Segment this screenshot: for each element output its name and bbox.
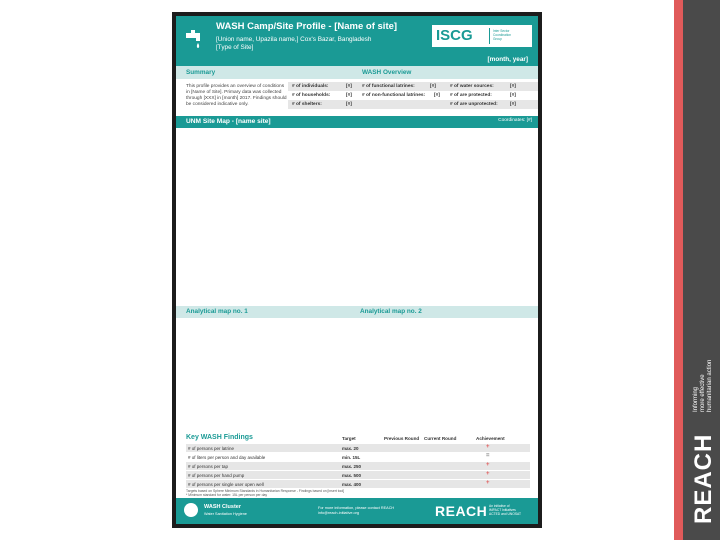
reach-footer-sub: An initiative of IMPACT Initiatives ACTED and UNOSAT: [489, 504, 521, 516]
site-map-band: [176, 116, 538, 128]
nonfunctional-latrines-value: [#]: [434, 93, 440, 98]
stat-individuals-label: # of individuals:: [292, 84, 329, 89]
water-sources-value: [#]: [510, 84, 516, 89]
table-row: # of persons per tap max. 250 +: [186, 462, 530, 470]
stat-shelters-value: [#]: [346, 102, 352, 107]
contact-email[interactable]: info@reach-initiative.org: [318, 511, 359, 515]
stat-households-value: [#]: [346, 93, 352, 98]
reach-footer-logo: REACH: [435, 503, 488, 519]
reach-side-logo: REACH: [690, 433, 717, 524]
table-row: # of liters per person and day available min. 15L =: [188, 453, 490, 460]
wash-cluster-name: WASH Cluster: [204, 504, 241, 510]
contact-info: For more information, please contact REACH info@reach-initiative.org: [318, 506, 395, 515]
stat-shelters-label: # of shelters:: [292, 102, 322, 107]
analytical-map-area: [176, 318, 538, 430]
page-header: [176, 16, 538, 66]
functional-latrines-value: [#]: [430, 84, 436, 89]
col-target: Target: [342, 436, 356, 441]
table-footnote: * Minimum standard for water: 15L per person per day: [186, 493, 268, 497]
achievement-mark: +: [486, 480, 490, 486]
analytical-maps-band: [176, 306, 538, 318]
summary-text: This profile provides an overview of conditions in [Name of Site]. Primary data was collected through [XXX] in [month] 2017. Findings should be considered indicative only.: [186, 84, 287, 107]
col-achievement: Achievement: [476, 436, 505, 441]
reach-side-stripe: [674, 0, 683, 540]
analytical-map-2-label: Analytical map no. 2: [360, 308, 422, 315]
stat-individuals-value: [#]: [346, 84, 352, 89]
protected-value: [#]: [510, 93, 516, 98]
protected-label: # of are protected:: [450, 93, 492, 98]
unprotected-label: # of are unprotected:: [450, 102, 498, 107]
achievement-mark: +: [486, 462, 490, 468]
col-previous-round: Previous Round: [384, 436, 420, 441]
iscg-logo: ISCG Inter Sector Coordination Group: [432, 25, 532, 47]
wash-cluster-sub: Water Sanitation Hygiene: [204, 512, 247, 516]
functional-latrines-label: # of functional latrines:: [362, 84, 415, 89]
table-row: # of persons per single user open well max. 400 +: [186, 480, 530, 488]
achievement-mark: +: [486, 471, 490, 477]
page-footer: [176, 498, 538, 524]
analytical-map-1-label: Analytical map no. 1: [186, 308, 248, 315]
site-map-area: [176, 128, 538, 306]
reach-side-tagline: Informing more effective humanitarian action: [693, 359, 713, 412]
water-tap-icon: [184, 28, 206, 50]
page-subtitle: [Union name, Upazila name,] Cox's Bazar, Bangladesh [Type of Site]: [216, 36, 372, 51]
summary-band: [176, 66, 538, 79]
summary-label: Summary: [186, 69, 216, 76]
document-frame: [172, 12, 542, 528]
water-sources-label: # of water sources:: [450, 84, 494, 89]
profile-page: [176, 16, 538, 524]
table-row: # of persons per latrine max. 20 +: [186, 444, 530, 452]
page-title: WASH Camp/Site Profile - [Name of site]: [216, 21, 398, 32]
key-findings-title: Key WASH Findings: [186, 434, 253, 441]
wash-cluster-logo-icon: [184, 503, 198, 517]
nonfunctional-latrines-label: # of non-functional latrines:: [362, 93, 426, 98]
coordinates: Coordinates: [#]: [498, 118, 532, 123]
month-year: [month, year]: [487, 56, 528, 63]
col-current-round: Current Round: [424, 436, 457, 441]
table-footnote: Targets based on Sphere Minimum Standards in Humanitarian Response - Findings based on [insert tool]: [186, 489, 345, 493]
unprotected-value: [#]: [510, 102, 516, 107]
stat-households-label: # of households:: [292, 93, 331, 98]
overview-label: WASH Overview: [362, 69, 412, 76]
site-map-label: UNM Site Map - [name site]: [186, 118, 271, 125]
table-row: # of persons per hand pump max. 500 +: [186, 471, 530, 479]
achievement-mark: =: [486, 453, 490, 459]
achievement-mark: +: [486, 444, 490, 450]
